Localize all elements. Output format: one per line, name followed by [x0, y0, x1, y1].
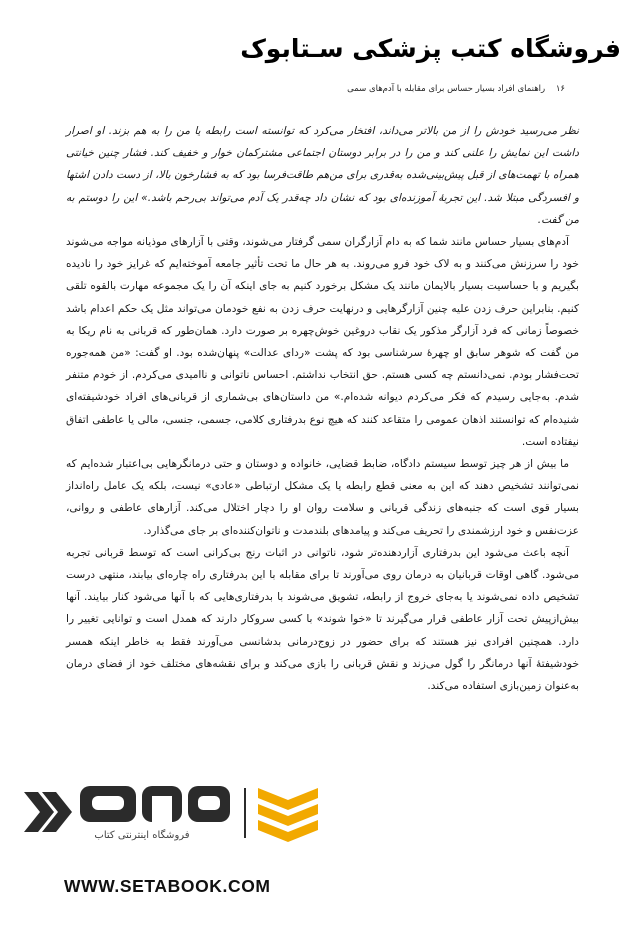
paragraph: ما بیش از هر چیز توسط سیستم دادگاه، ضابط قضایی، خانواده و دوستان و حتی درمانگرهایی بی‌اعتبار شده‌ایم که نمی‌توانند تشخیص دهند که این به معنی قطع رابطه یا یک مشکل ارتباطی «عادی» نیست، بلکه یک عامل راه‌انداز بسیار قوی است که جنبه‌های زندگی قربانی و سلامت روان او را دچار اختلال می‌کند. آزارهای عاطفی و روانی، عزت‌نفس و خود ارزشمندی را تحریف می‌کند و پیامدهای بلندمدت و ناتوان‌کننده‌ای بر جای می‌گذارد. [66, 458, 579, 537]
setabook-logo [18, 770, 448, 854]
paragraph: آدم‌های بسیار حساس مانند شما که به دام آزارگران سمی گرفتار می‌شوند، وقتی با آزارهای موذیانه مواجه می‌شوند خود را سرزنش می‌کنند و به لاک خود فرو می‌روند. به هر حال ما تحت تأثیر جامعه آموخته‌ایم که غرایز خود را نادیده بگیریم و با حساسیت بسیار بالایمان مانند یک مشکل برخورد کنیم به جای اینکه آن را یک مجموعه مهارت بالقوه تلقی کنیم. بنابراین حرف زدن علیه چنین آزارگرهایی و درنهایت حرف زدن به نفع خودمان می‌تواند مثل یک حکم اعدام باشد خصوصاً زمانی که فرد آزارگر مذکور یک نقاب دروغین خوش‌چهره بر صورت دارد. همان‌طور که قربانی به نام ریکا به من گفت که شوهر سابق او چهرهٔ سرشناسی بود که پشت «ردای عدالت» پنهان‌شده بود. او گفت: «من همه‌جوره تحت‌فشار بودم. نمی‌دانستم چه کسی هستم. حق انتخاب نداشتم. احساس ناتوانی و ناامیدی می‌کردم. از خودم متنفر شدم. به‌جایی رسیدم که فکر می‌کردم دیوانه شده‌ام.» من داستان‌های بی‌شماری از قربانی‌های افراد خودشیفته‌ای شنیده‌ام که توانستند اذهان عمومی را متقاعد کنند که هیچ نوع بدرفتاری کلامی، جسمی، جنسی، مالی یا عاطفی اتفاق نیفتاده است. [66, 236, 579, 448]
page-number: ۱۶ [555, 84, 565, 94]
running-title: راهنمای افراد بسیار حساس برای مقابله با آدم‌های سمی [347, 84, 546, 94]
store-title: فروشگاه کتب پزشکی سـتابوک [240, 34, 621, 63]
paragraph: آنچه باعث می‌شود این بدرفتاری آزاردهنده‌تر شود، ناتوانی در اثبات رنج بی‌کرانی است که توسط قربانی تجربه می‌شود. گاهی اوقات قربانیان به درمان روی می‌آورند تا برای مقابله با این بدرفتاری راه چاره‌ای بیابند، منتهی درست تشخیص داده نمی‌شوند یا به‌جای خروج از رابطه، تشویق می‌شوند با بدرفتاری‌هایی که با آنها می‌شود کنار بیایند. آنها بیش‌ازپیش تحت آزار عاطفی قرار می‌گیرند تا «خوا شوند» با کسی سروکار دارند که همدل است و توانایی تغییر را دارد. همچنین افرادی نیز هستند که برای حضور در زوج‌درمانی بدشانسی می‌آورند فقط به خاطر اینکه همسر خودشیفتهٔ آنها درمانگر را گول می‌زند و نقش قربانی را بازی می‌کند و برای نقشه‌های مختلف خود از فضای درمان به‌عنوان زمین‌بازی استفاده می‌کند. [66, 546, 579, 693]
logo-tagline: فروشگاه اینترنتی کتاب [94, 830, 190, 841]
paragraph: نظر می‌رسید خودش را از من بالاتر می‌داند، افتخار می‌کرد که توانسته است رابطه یا من را به هم بزند. او اصرار داشت این نمایش را علنی کند و من را در برابر دوستان اجتماعی مشترکمان خوار و خفیف کند. فشار چنین خیانتی همراه با تهمت‌های از قبل پیش‌بینی‌شده به‌قدری برای من‌هم طاقت‌فرسا بود که به فشارخون بالا، از دست دادن اشتها و افسردگی مبتلا شد. این تجربهٔ آموزنده‌ای بود که نشان داد چه‌قدر یک آدم می‌تواند بی‌رحم باشد.» این را دوستم به من گفت. [66, 125, 579, 226]
website-url[interactable]: WWW.SETABOOK.COM [64, 876, 271, 896]
chevron-icon [24, 792, 72, 832]
body-text [66, 120, 579, 697]
logo-divider [244, 788, 246, 838]
book-stack-icon [258, 788, 318, 842]
logo-wordmark [80, 786, 230, 822]
running-head [347, 84, 565, 94]
